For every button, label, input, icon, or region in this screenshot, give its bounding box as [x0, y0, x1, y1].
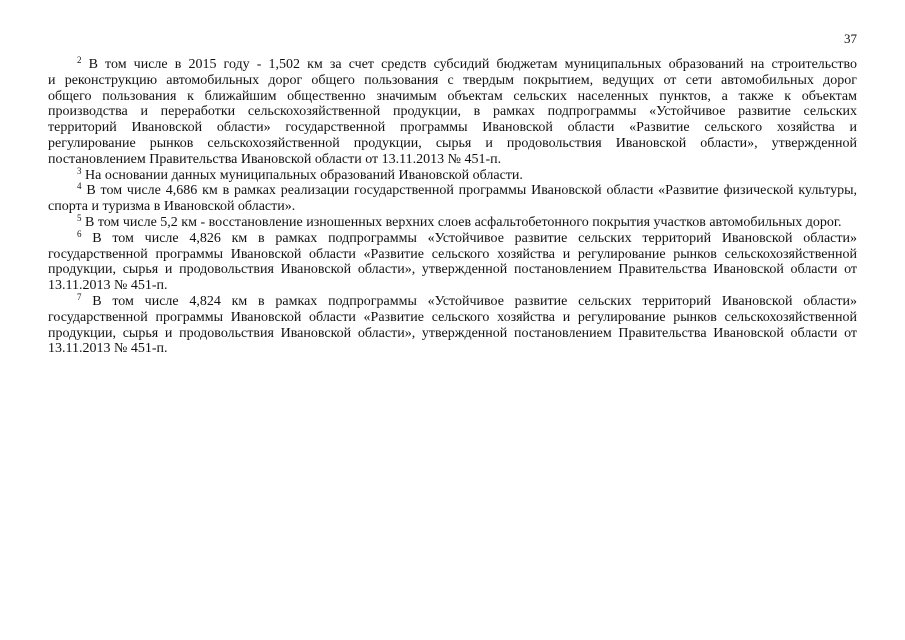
- footnote-text: В том числе 4,824 км в рамках подпрограммы «Устойчивое развитие сельских территорий Ивановской области» государственной программы Ивановской области «Развитие сельского хозяйства и регулирование рынков сельскохозяйственной продукции, сырья и продовольствия Ивановской области», утвержденной постановлением Правительства Ивановской области от 13.11.2013 № 451-п.: [48, 293, 857, 357]
- footnote-text: На основании данных муниципальных образований Ивановской области.: [85, 167, 523, 183]
- footnotes-section: [48, 57, 857, 357]
- footnote-6: [48, 228, 857, 294]
- footnote-7: [48, 291, 857, 357]
- footnote-line: общего пользования к ближайшим общественно значимым объектам сельских населенных пунктов, а также к объектам: [48, 88, 857, 104]
- footnote-line: производства и переработки сельскохозяйственной продукции, в рамках подпрограммы «Устойчивое развитие сельских: [48, 104, 857, 120]
- footnote-line: и реконструкцию автомобильных дорог общего пользования с твердым покрытием, ведущих от сети автомобильных дорог: [48, 72, 857, 88]
- footnote-text: В том числе 4,686 км в рамках реализации государственной программы Ивановской области «Развитие физической культуры, спорта и туризма в Ивановской области».: [48, 183, 857, 215]
- footnote-text: В том числе 5,2 км - восстановление изношенных верхних слоев асфальтобетонного покрытия участков автомобильных дорог.: [85, 214, 842, 230]
- footnote-marker: 3: [77, 165, 82, 176]
- footnote-marker: 6: [77, 228, 82, 239]
- footnote-marker: 2: [77, 55, 82, 65]
- footnote-3: [48, 165, 857, 184]
- footnote-text: В том числе в 2015 году - 1,502 км за счет средств субсидий бюджетам муниципальных образований на строительство: [88, 57, 858, 72]
- footnote-marker: 4: [77, 181, 82, 192]
- footnote-marker: 5: [77, 212, 82, 223]
- footnote-text: В том числе 4,826 км в рамках подпрограммы «Устойчивое развитие сельских территорий Ивановской области» государственной программы Ивановской области «Развитие сельского хозяйства и регулирование рынков сельскохозяйственной продукции, сырья и продовольствия Ивановской области», утвержденной постановлением Правительства Ивановской области от 13.11.2013 № 451-п.: [48, 230, 857, 294]
- page-number: 37: [844, 31, 857, 46]
- footnote-line: регулирование рынков сельскохозяйственной продукции, сырья и продовольствия Ивановской области», утвержденной: [48, 135, 857, 151]
- footnote-4: [48, 183, 857, 215]
- footnote-line: территорий Ивановской области» государственной программы Ивановской области «Развитие сельского хозяйства и: [48, 120, 857, 136]
- footnote-marker: 7: [77, 291, 82, 302]
- footnote-5: [48, 212, 857, 231]
- footnote-2: [48, 57, 857, 168]
- footnote-line: постановлением Правительства Ивановской области от 13.11.2013 № 451-п.: [48, 151, 502, 167]
- footnote-line: [48, 57, 857, 73]
